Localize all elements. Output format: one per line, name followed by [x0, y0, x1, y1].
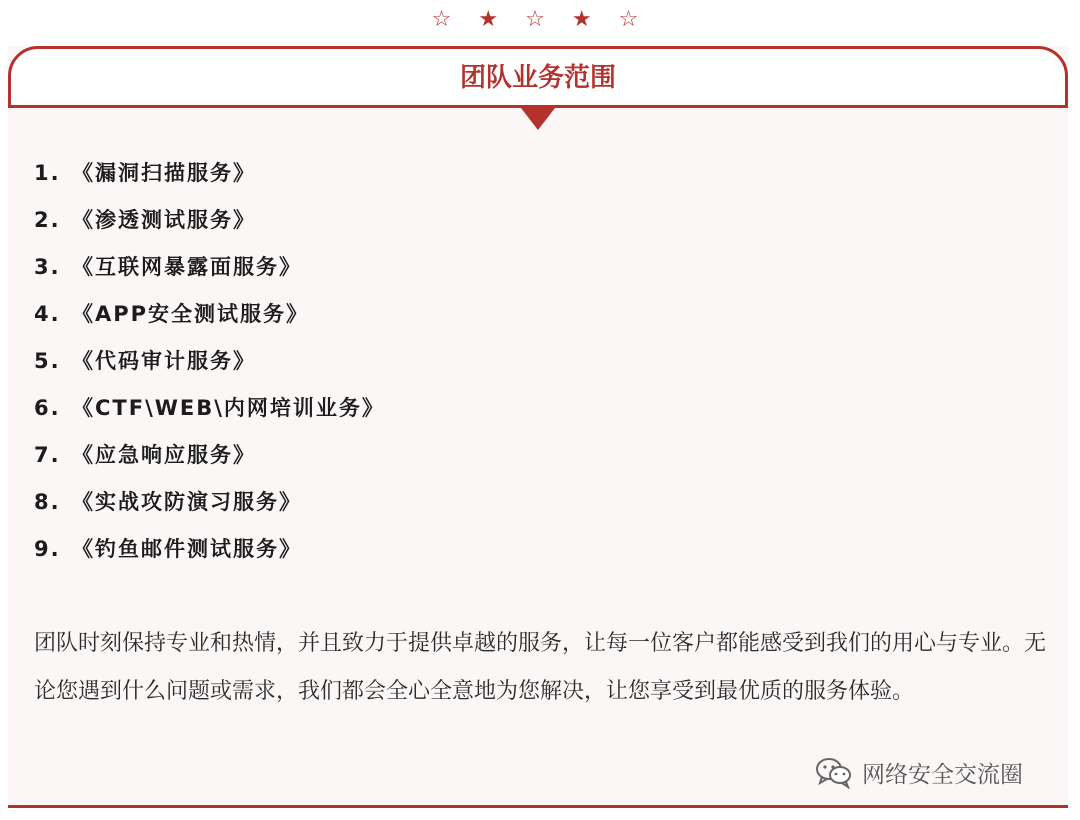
header-pointer-icon	[521, 108, 555, 130]
service-item	[34, 526, 385, 573]
description-paragraph: 团队时刻保持专业和热情，并且致力于提供卓越的服务，让每一位客户都能感受到我们的用心与专业。无论您遇到什么问题或需求，我们都会全心全意地为您解决，让您享受到最优质的服务体验。	[34, 631, 1047, 704]
service-item	[34, 338, 385, 385]
service-number: 1.	[34, 161, 61, 185]
service-number: 7.	[34, 443, 61, 467]
service-name: 《漏洞扫描服务》	[72, 161, 256, 185]
service-number: 6.	[34, 396, 61, 420]
star-icon: ☆	[618, 7, 649, 32]
star-icon: ★	[571, 7, 602, 32]
service-name: 《钓鱼邮件测试服务》	[72, 537, 302, 561]
service-item	[34, 291, 385, 338]
service-item	[34, 150, 385, 197]
service-number: 9.	[34, 537, 61, 561]
wechat-watermark	[814, 752, 1023, 792]
wechat-icon	[814, 755, 854, 789]
service-name: 《APP安全测试服务》	[72, 302, 310, 326]
section-title: 团队业务范围	[459, 63, 616, 93]
service-item	[34, 244, 385, 291]
service-name: 《互联网暴露面服务》	[72, 255, 302, 279]
service-name: 《渗透测试服务》	[72, 208, 256, 232]
service-number: 2.	[34, 208, 61, 232]
section-header	[8, 46, 1068, 108]
service-name: 《实战攻防演习服务》	[72, 490, 302, 514]
service-number: 5.	[34, 349, 61, 373]
service-name: 《应急响应服务》	[72, 443, 256, 467]
service-number: 3.	[34, 255, 61, 279]
star-icon: ☆	[525, 7, 555, 32]
service-number: 8.	[34, 490, 61, 514]
star-icon: ★	[478, 7, 509, 32]
service-number: 4.	[34, 302, 61, 326]
service-item	[34, 479, 385, 526]
watermark-text: 网络安全交流圈	[862, 761, 1023, 788]
service-list	[34, 150, 385, 573]
service-item	[34, 432, 385, 479]
service-name: 《代码审计服务》	[72, 349, 256, 373]
star-icon: ☆	[431, 7, 462, 32]
star-decoration	[0, 6, 1080, 34]
service-name: 《CTF\WEB\内网培训业务》	[72, 396, 385, 420]
service-scope-card	[8, 46, 1068, 808]
service-item	[34, 385, 385, 432]
service-item	[34, 197, 385, 244]
